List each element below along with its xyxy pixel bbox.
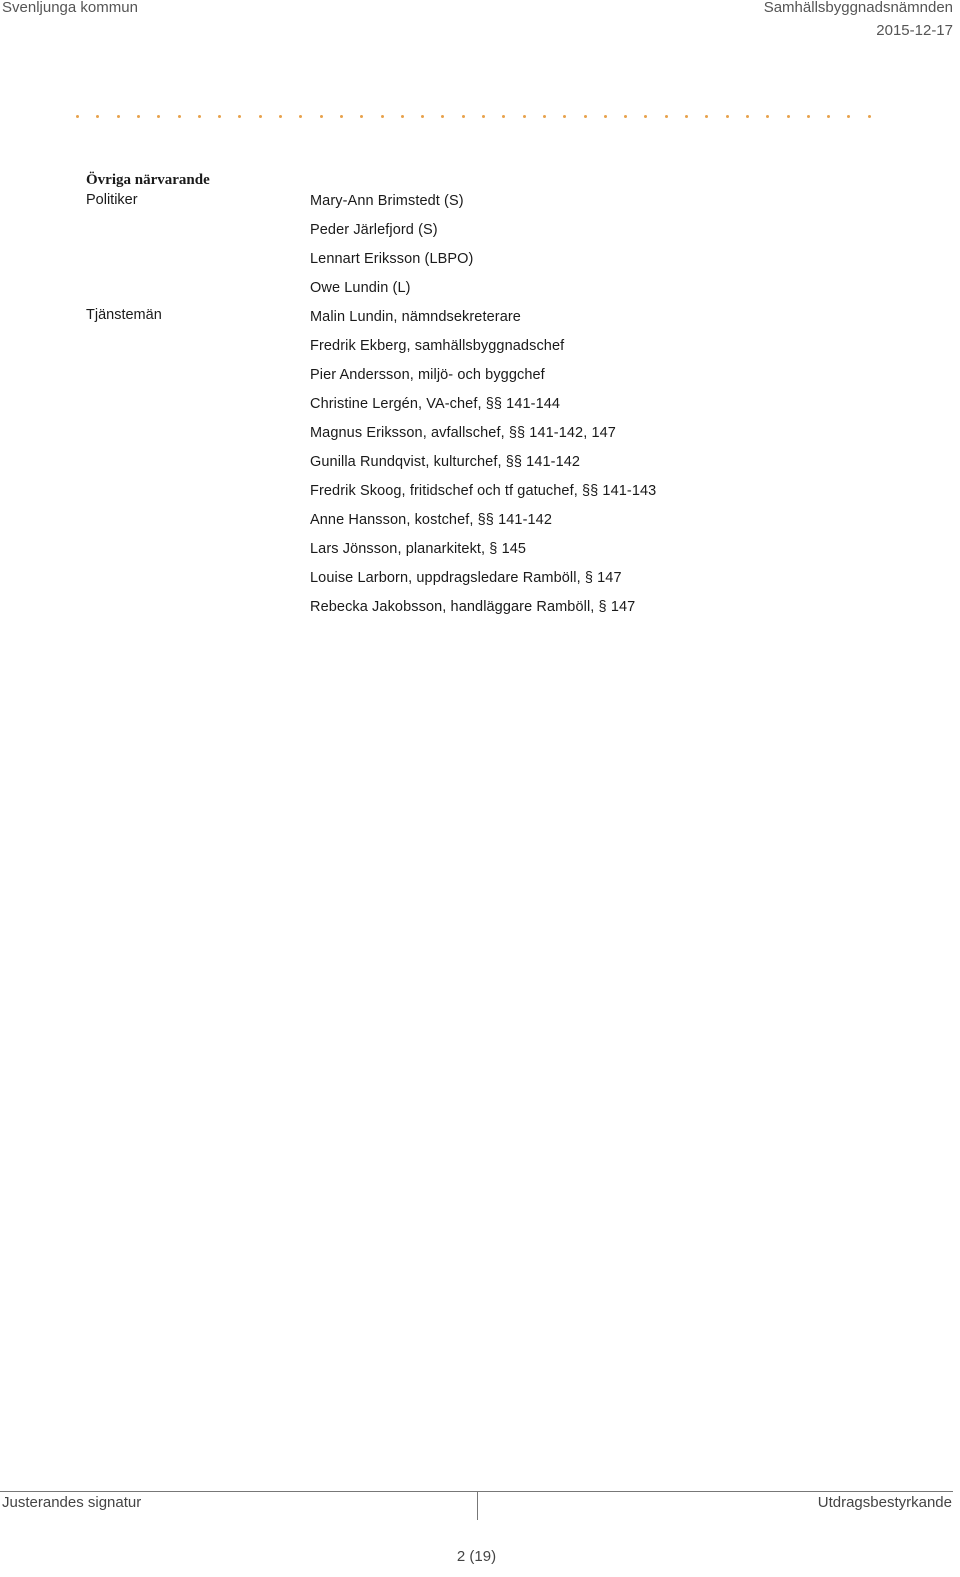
footer-divider [477, 1492, 478, 1520]
label-politicians: Politiker [86, 192, 138, 208]
separator-dot [238, 115, 241, 118]
certification-label: Utdragsbestyrkande [817, 1494, 952, 1511]
section-heading: Övriga närvarande [86, 172, 210, 188]
separator-dot [198, 115, 201, 118]
separator-dot [665, 115, 668, 118]
separator-dot [726, 115, 729, 118]
list-item: Peder Järlefjord (S) [310, 222, 438, 238]
separator-dot [279, 115, 282, 118]
separator-dot [624, 115, 627, 118]
list-item: Fredrik Ekberg, samhällsbyggnadschef [310, 338, 565, 354]
list-item: Fredrik Skoog, fritidschef och tf gatuchef, §§ 141-143 [310, 483, 657, 499]
list-item: Pier Andersson, miljö- och byggchef [310, 367, 545, 383]
separator-dot [482, 115, 485, 118]
list-item: Gunilla Rundqvist, kulturchef, §§ 141-142 [310, 454, 581, 470]
separator-dot [299, 115, 302, 118]
separator-dot [259, 115, 262, 118]
separator-dot [827, 115, 830, 118]
committee-name: Samhällsbyggnadsnämnden [763, 0, 953, 16]
separator-dot [157, 115, 160, 118]
separator-dot [137, 115, 140, 118]
separator-dot [543, 115, 546, 118]
separator-dot [421, 115, 424, 118]
page-number: 2 (19) [456, 1548, 497, 1565]
separator-dot [340, 115, 343, 118]
separator-dot [218, 115, 221, 118]
separator-dot [787, 115, 790, 118]
separator-dot [96, 115, 99, 118]
list-item: Malin Lundin, nämndsekreterare [310, 309, 521, 325]
separator-dot [868, 115, 871, 118]
separator-dot [685, 115, 688, 118]
separator-dot [705, 115, 708, 118]
list-item: Rebecka Jakobsson, handläggare Ramböll, § 147 [310, 599, 636, 615]
separator-dot [381, 115, 384, 118]
list-item: Christine Lergén, VA-chef, §§ 141-144 [310, 396, 561, 412]
signature-label: Justerandes signatur [2, 1494, 142, 1511]
list-item: Lennart Eriksson (LBPO) [310, 251, 474, 267]
separator-dot [604, 115, 607, 118]
list-item: Mary-Ann Brimstedt (S) [310, 193, 464, 209]
separator-dot [584, 115, 587, 118]
label-officials: Tjänstemän [86, 307, 162, 323]
separator-dot [76, 115, 79, 118]
separator-dot [502, 115, 505, 118]
organization-name: Svenljunga kommun [2, 0, 138, 16]
separator-dot [178, 115, 181, 118]
list-item: Louise Larborn, uppdragsledare Ramböll, § 147 [310, 570, 622, 586]
list-item: Anne Hansson, kostchef, §§ 141-142 [310, 512, 553, 528]
separator-dot [644, 115, 647, 118]
separator-dot [746, 115, 749, 118]
separator-dot [401, 115, 404, 118]
separator-dot [847, 115, 850, 118]
separator-dot [766, 115, 769, 118]
separator-dot [563, 115, 566, 118]
meeting-date: 2015-12-17 [876, 22, 953, 39]
list-item: Magnus Eriksson, avfallschef, §§ 141-142, 147 [310, 425, 616, 441]
attendee-list [310, 190, 656, 625]
separator-dot [807, 115, 810, 118]
separator-dot [320, 115, 323, 118]
separator-dot [117, 115, 120, 118]
dotted-separator [76, 112, 876, 122]
separator-dot [523, 115, 526, 118]
list-item: Owe Lundin (L) [310, 280, 411, 296]
separator-dot [441, 115, 444, 118]
separator-dot [360, 115, 363, 118]
list-item: Lars Jönsson, planarkitekt, § 145 [310, 541, 527, 557]
separator-dot [462, 115, 465, 118]
